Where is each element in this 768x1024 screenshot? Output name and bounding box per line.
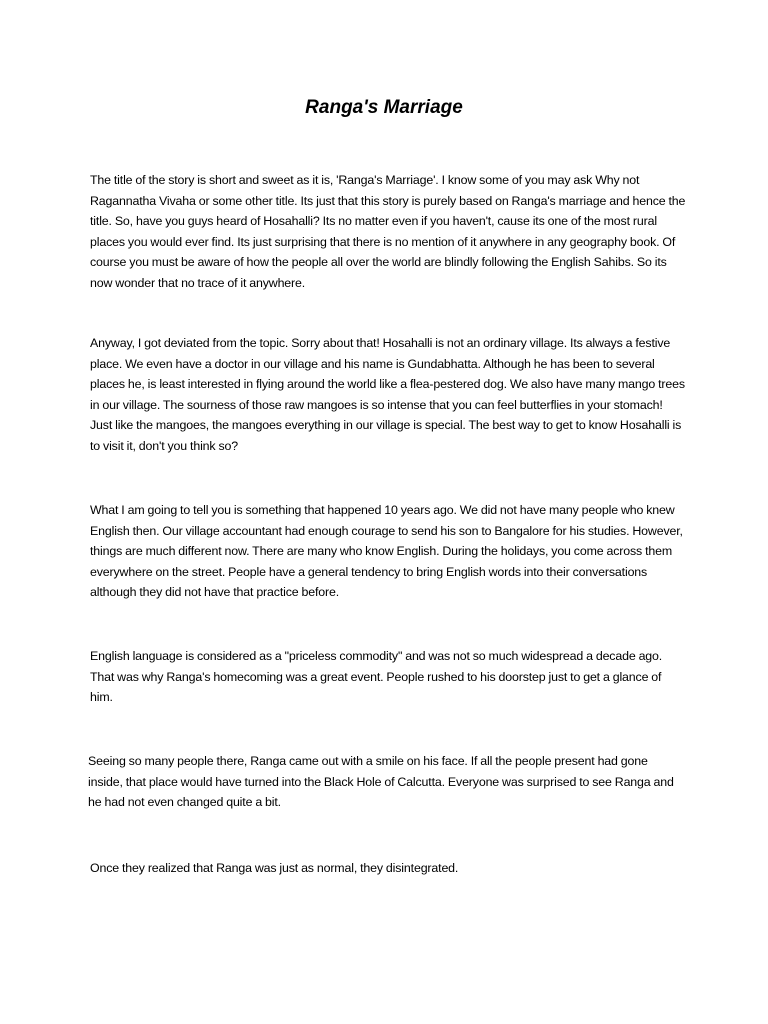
paragraph-6: Once they realized that Ranga was just as normal, they disintegrated. bbox=[90, 861, 459, 875]
document-title: Ranga's Marriage bbox=[305, 97, 463, 118]
paragraph-3: What I am going to tell you is something that happened 10 years ago. We did not have many people who knew English then. Our village accountant had enough courage to send his son to Bangalore for his studies. However, things are much different now. There are many who know English. During the holidays, you come across them everywhere on the street. People have a general tendency to bring English words into their conversations although they did not have that practice before. bbox=[90, 503, 683, 600]
paragraph-4: English language is considered as a "priceless commodity" and was not so much widespread a decade ago. That was why Ranga's homecoming was a great event. People rushed to his doorstep just to get a glance of him. bbox=[90, 649, 663, 705]
paragraph-2: Anyway, I got deviated from the topic. Sorry about that! Hosahalli is not an ordinary village. Its always a festive place. We even have a doctor in our village and his name is Gundabhatta. Although he has been to several places he, is least interested in flying around the world like a flea-pestered dog. We also have many mango trees in our village. The sourness of those raw mangoes is so intense that you can feel butterflies in your stomach! Just like the mangoes, the mangoes everything in our village is special. The best way to get to know Hosahalli is to visit it, don't you think so? bbox=[90, 336, 685, 453]
paragraph-1: The title of the story is short and sweet as it is, 'Ranga's Marriage'. I know some of you may ask Why not Ragannatha Vivaha or some other title. Its just that this story is purely based on Ranga's marriage and hence the title. So, have you guys heard of Hosahalli? Its no matter even if you haven't, cause its one of the most rural places you would ever find. Its just surprising that there is no mention of it anywhere in any geography book. Of course you must be aware of how the people all over the world are blindly following the English Sahibs. So its now wonder that no trace of it anywhere. bbox=[90, 173, 686, 290]
paragraph-5: Seeing so many people there, Ranga came out with a smile on his face. If all the people present had gone inside, that place would have turned into the Black Hole of Calcutta. Everyone was surprised to see Ranga and he had not even changed quite a bit. bbox=[88, 754, 674, 810]
